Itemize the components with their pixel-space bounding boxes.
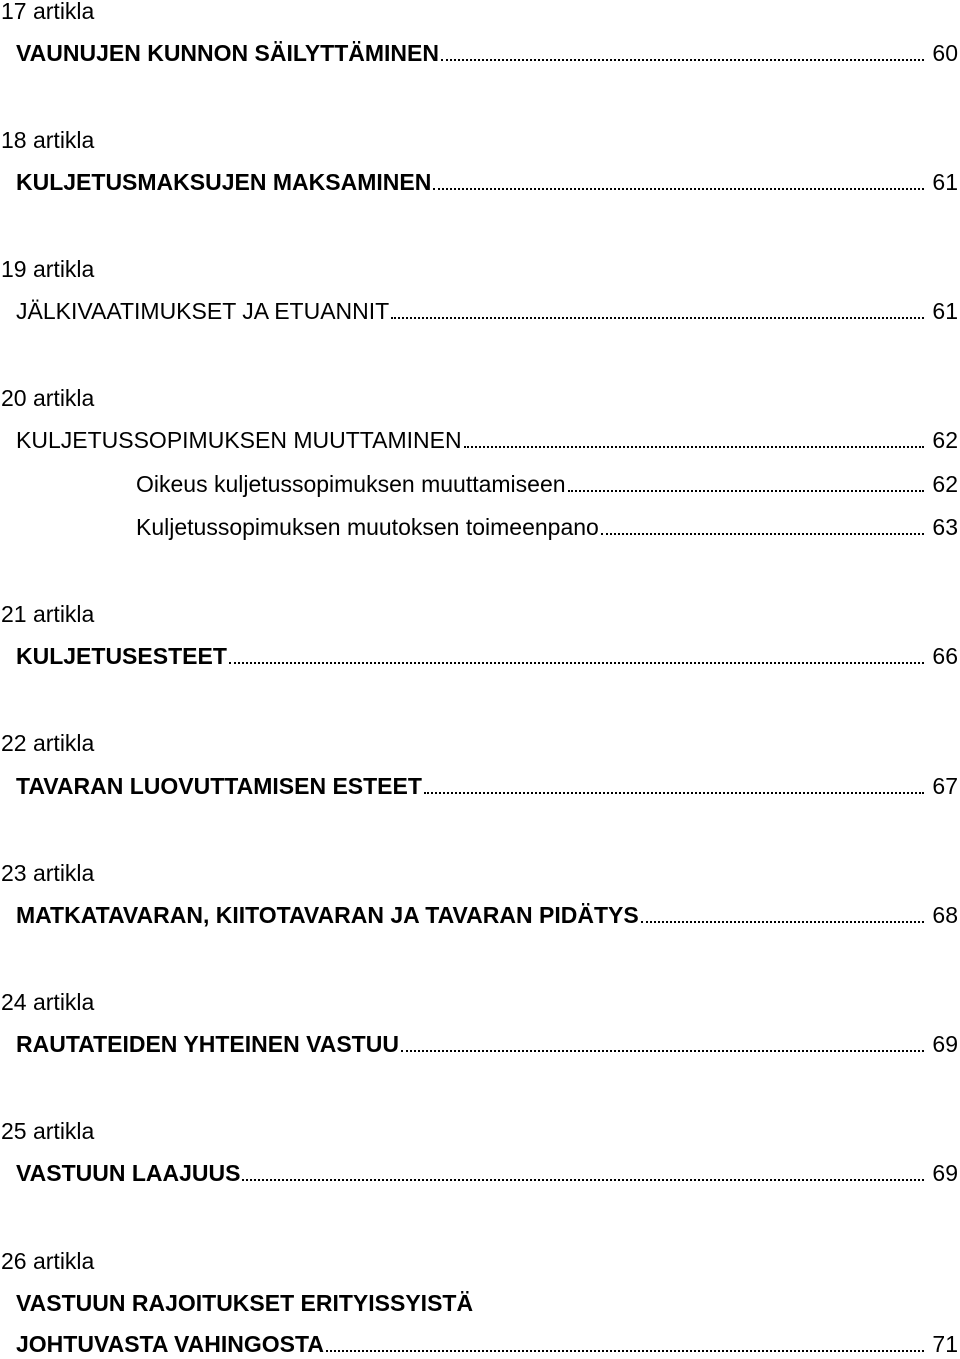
dot-leader	[568, 490, 925, 492]
section-heading: 19 artikla	[1, 256, 95, 282]
toc-page-number: 62	[932, 427, 958, 453]
toc-entry[interactable]	[16, 641, 958, 671]
dot-leader	[441, 59, 924, 61]
toc-page-number: 68	[932, 902, 958, 928]
toc-entry-title: TAVARAN LUOVUTTAMISEN ESTEET	[16, 773, 422, 799]
toc-page-number: 66	[932, 643, 958, 669]
toc-entry-title-line1	[16, 1288, 958, 1318]
toc-subentry[interactable]	[136, 469, 958, 499]
toc-entry-title: VAUNUJEN KUNNON SÄILYTTÄMINEN	[16, 40, 439, 66]
toc-entry[interactable]	[16, 38, 958, 68]
dot-leader	[433, 188, 924, 190]
toc-page-number: 62	[932, 471, 958, 497]
toc-entry[interactable]	[16, 425, 958, 455]
toc-page-number: 61	[932, 298, 958, 324]
dot-leader	[424, 792, 925, 794]
toc-entry-title: KULJETUSMAKSUJEN MAKSAMINEN	[16, 169, 432, 195]
toc-entry[interactable]	[16, 296, 958, 326]
section-heading: 17 artikla	[1, 0, 95, 24]
toc-entry[interactable]	[16, 1029, 958, 1059]
section-heading: 22 artikla	[1, 730, 95, 756]
toc-entry-title: VASTUUN LAAJUUS	[16, 1160, 241, 1186]
toc-entry[interactable]	[16, 1329, 958, 1359]
dot-leader	[401, 1050, 924, 1052]
toc-page-number: 69	[932, 1160, 958, 1186]
toc-entry[interactable]	[16, 1158, 958, 1188]
dot-leader	[464, 446, 925, 448]
section-heading: 21 artikla	[1, 601, 95, 627]
toc-entry-title: RAUTATEIDEN YHTEINEN VASTUU	[16, 1031, 399, 1057]
section-heading: 26 artikla	[1, 1248, 95, 1274]
toc-entry-title: Kuljetussopimuksen muutoksen toimeenpano	[136, 514, 599, 540]
section-heading: 24 artikla	[1, 989, 95, 1015]
toc-entry[interactable]	[16, 167, 958, 197]
toc-entry-title: VASTUUN RAJOITUKSET ERITYISSYISTÄ	[16, 1290, 474, 1316]
toc-entry-title: KULJETUSESTEET	[16, 643, 227, 669]
section-heading: 25 artikla	[1, 1118, 95, 1144]
dot-leader	[326, 1350, 924, 1352]
dot-leader	[391, 317, 924, 319]
toc-entry-title: JÄLKIVAATIMUKSET JA ETUANNIT	[16, 298, 390, 324]
dot-leader	[601, 533, 925, 535]
section-heading: 18 artikla	[1, 127, 95, 153]
toc-subentry[interactable]	[136, 512, 958, 542]
section-heading: 23 artikla	[1, 860, 95, 886]
toc-page-number: 63	[932, 514, 958, 540]
dot-leader	[641, 921, 925, 923]
toc-page-number: 71	[932, 1331, 958, 1357]
toc-entry-title: JOHTUVASTA VAHINGOSTA	[16, 1331, 324, 1357]
dot-leader	[242, 1179, 924, 1181]
toc-entry-title: Oikeus kuljetussopimuksen muuttamiseen	[136, 471, 566, 497]
toc-entry[interactable]	[16, 900, 958, 930]
toc-entry[interactable]	[16, 771, 958, 801]
dot-leader	[229, 662, 925, 664]
toc-entry-title: KULJETUSSOPIMUKSEN MUUTTAMINEN	[16, 427, 462, 453]
toc-page-number: 69	[932, 1031, 958, 1057]
section-heading: 20 artikla	[1, 385, 95, 411]
toc-page-number: 67	[932, 773, 958, 799]
toc-entry-title: MATKATAVARAN, KIITOTAVARAN JA TAVARAN PIDÄTYS	[16, 902, 639, 928]
toc-page-number: 60	[932, 40, 958, 66]
toc-page-number: 61	[932, 169, 958, 195]
